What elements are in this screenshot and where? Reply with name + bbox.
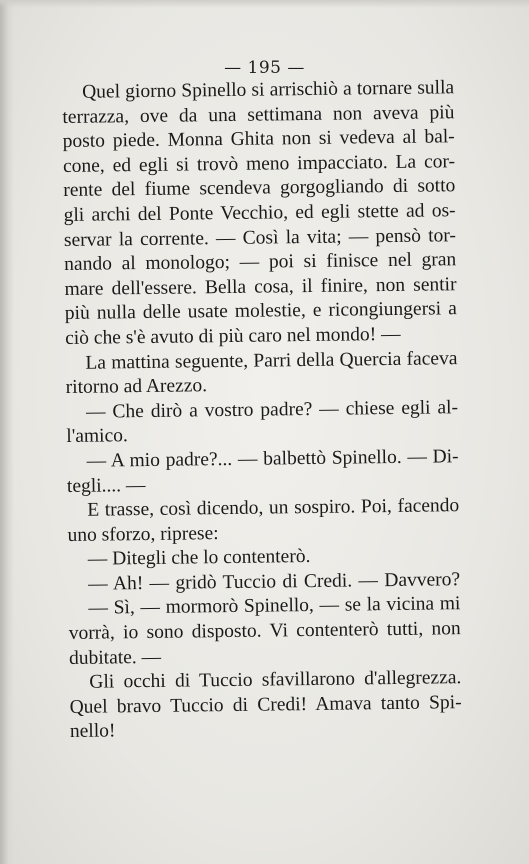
text-line: ciò che s'è avuto di più caro nel mondo! — [65, 323, 401, 349]
binding-shadow [0, 0, 14, 864]
text-line: posto piede. Monna Ghita non si vedeva al bal- [62, 126, 455, 153]
text-line: l'amico. [66, 425, 128, 448]
text-line: servar la corrente. — Così la vita; — pensò tor- [63, 224, 457, 251]
text-line: cone, ed egli si trovò meno impacciato. La cor- [62, 150, 456, 177]
text-line: rente del fiume scendeva gorgogliando di sotto [63, 175, 456, 202]
text-line: — Ah! — gridò Tuccio di Credi. — Davvero? [88, 569, 461, 595]
text-line: Quel giorno Spinello si arrischiò a tornare sulla [82, 77, 455, 103]
text-line: — A mio padre?... — balbettò Spinello. — Di- [86, 446, 459, 472]
text-line: — Sì, — mormorò Spinello, — se la vicina mi [88, 593, 461, 620]
text-line: La mattina seguente, Parri della Quercia faceva [85, 347, 458, 374]
text-line: E trasse, così dicendo, un sospiro. Poi, facendo [87, 495, 460, 521]
text-line: mare dell'essere. Bella cosa, il finire, non sentir [64, 273, 457, 300]
text-line: gli archi del Ponte Vecchio, ed egli stette ad os- [63, 200, 456, 226]
body-text [62, 76, 462, 745]
text-line: Quel bravo Tuccio di Credi! Amava tanto Spi- [69, 692, 462, 718]
text-line: vorrà, io sono disposto. Vi contenterò tutti, non [68, 618, 461, 645]
page-number: — 195 — [224, 58, 305, 78]
text-line: più nulla delle usate molestie, e ricongiungersi a [64, 298, 457, 325]
text-line: — Che dirò a vostro padre? — chiese egli al- [85, 396, 459, 423]
text-line: tegli.... — [66, 474, 146, 497]
text-line: nello! [69, 720, 116, 743]
text-line: — Ditegli che lo contenterò. [87, 546, 311, 571]
top-edge-shadow [0, 0, 529, 8]
text-line: ritorno ad Arezzo. [65, 375, 208, 399]
text-line: Gli occhi di Tuccio sfavillarono d'allegrezza. [89, 667, 462, 693]
text-line: dubitate. — [68, 646, 162, 669]
text-line: nando al monologo; — poi si finisce nel gran [64, 249, 457, 276]
text-line: uno sforzo, riprese: [67, 522, 219, 546]
text-line: terrazza, ove da una settimana non aveva più [62, 101, 455, 128]
